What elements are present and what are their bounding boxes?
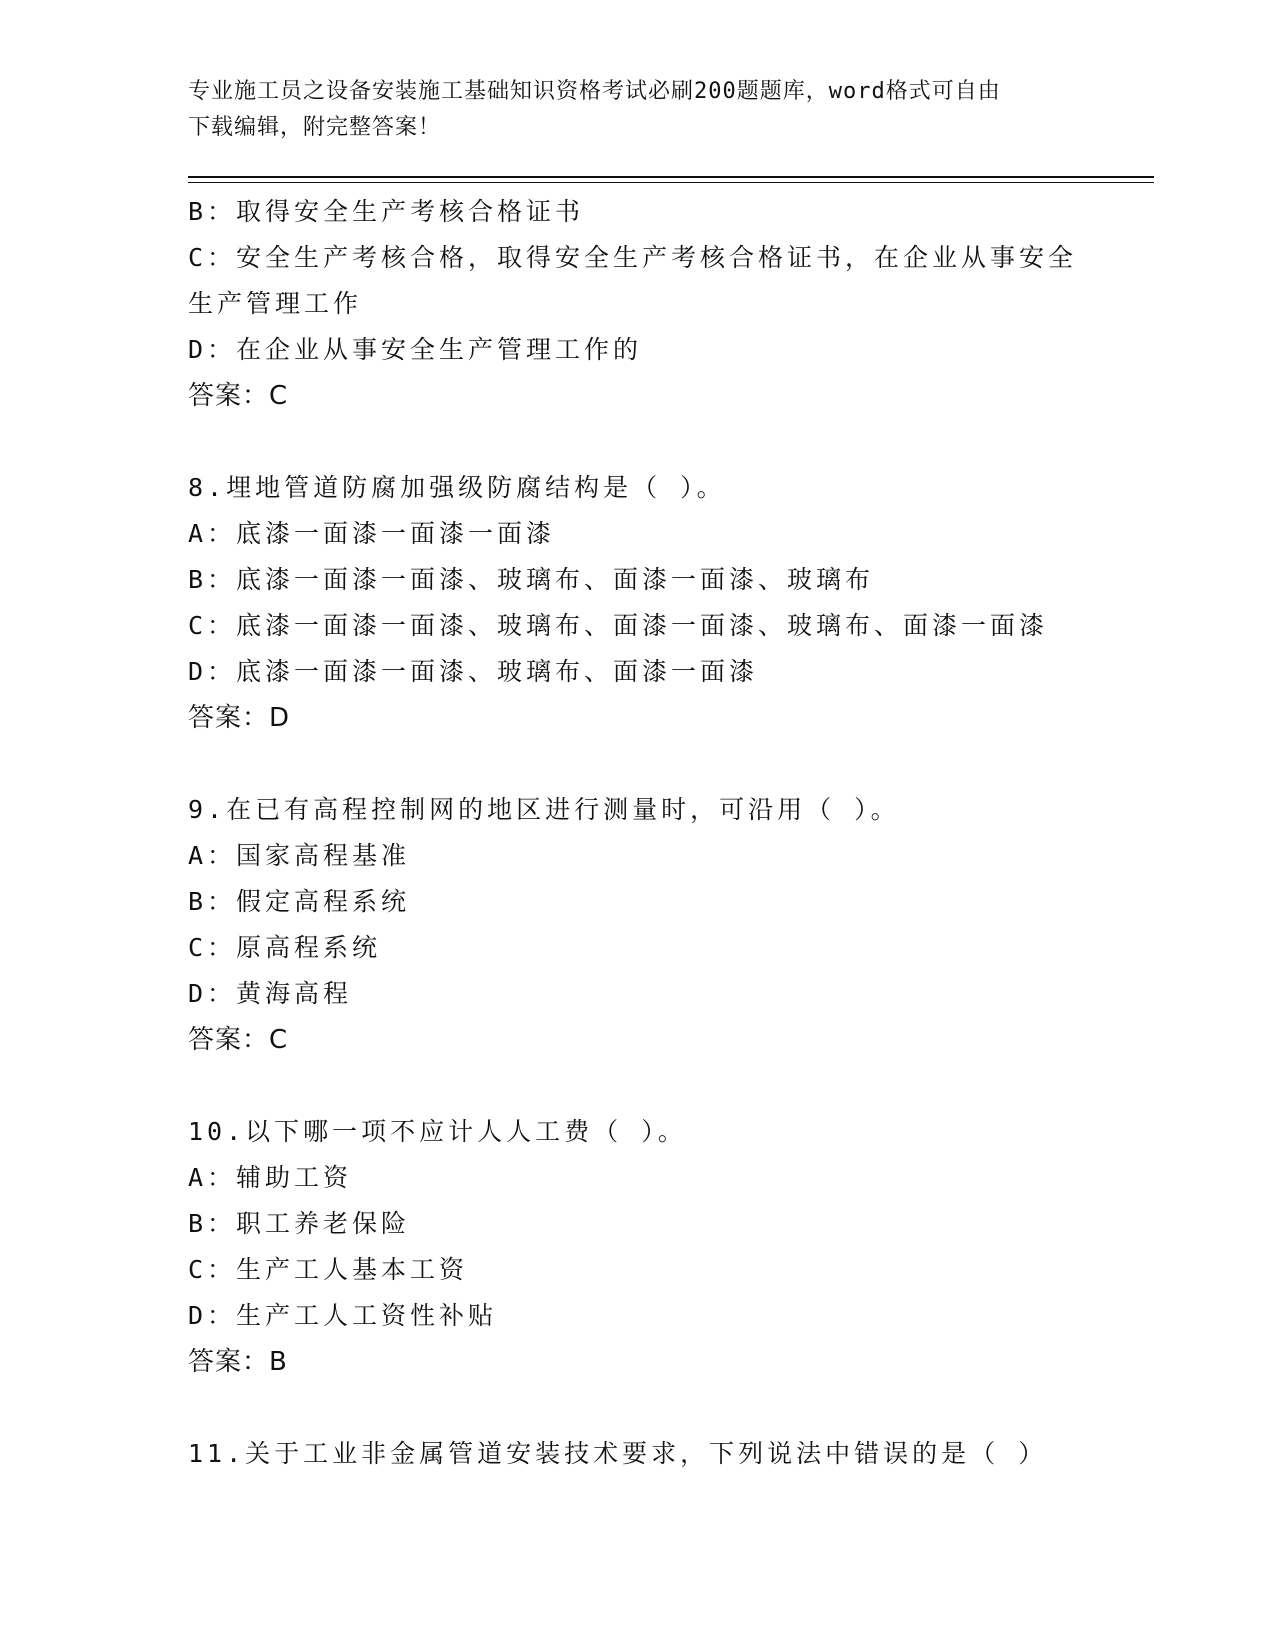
question-stem: 10.以下哪一项不应计人人工费（ ）。 [188,1117,687,1146]
option-d: D：底漆一面漆一面漆、玻璃布、面漆一面漆 [188,657,759,686]
question-stem: 8.埋地管道防腐加强级防腐结构是（ ）。 [188,473,726,502]
spacer [188,741,1088,787]
option-a: A：国家高程基准 [188,841,411,870]
option-c: C：底漆一面漆一面漆、玻璃布、面漆一面漆、玻璃布、面漆一面漆 [188,611,1049,640]
option-a: A：辅助工资 [188,1163,353,1192]
header-line-1: 专业施工员之设备安装施工基础知识资格考试必刷200题题库，word格式可自由 [188,79,1001,104]
spacer [188,1063,1088,1109]
header-divider-thick [188,176,1154,178]
answer: 答案：C [188,381,289,411]
question-7-continuation [188,189,1088,419]
option-c: C：原高程系统 [188,933,382,962]
answer: 答案：B [188,1347,288,1377]
option-c-continued: 生产管理工作 [188,289,363,318]
spacer [188,1385,1088,1431]
option-b: B：假定高程系统 [188,887,411,916]
option-c: C：安全生产考核合格，取得安全生产考核合格证书，在企业从事安全 [188,243,1078,272]
option-d: D：在企业从事安全生产管理工作的 [188,335,643,364]
question-9 [188,787,1088,1063]
question-content [188,189,1088,1477]
option-d: D：生产工人工资性补贴 [188,1301,498,1330]
option-a: A：底漆一面漆一面漆一面漆 [188,519,556,548]
spacer [188,419,1088,465]
option-b: B：底漆一面漆一面漆、玻璃布、面漆一面漆、玻璃布 [188,565,875,594]
answer: 答案：C [188,1025,289,1055]
document-header [188,74,1068,146]
option-b: B：职工养老保险 [188,1209,411,1238]
header-divider-thin [188,182,1154,183]
question-stem: 11.关于工业非金属管道安装技术要求，下列说法中错误的是（ ） [188,1439,1048,1468]
question-10 [188,1109,1088,1385]
option-c: C：生产工人基本工资 [188,1255,469,1284]
option-b: B：取得安全生产考核合格证书 [188,197,585,226]
question-11 [188,1431,1088,1477]
question-8 [188,465,1088,741]
answer: 答案：D [188,703,291,733]
header-line-2: 下载编辑，附完整答案！ [188,115,442,140]
option-d: D：黄海高程 [188,979,353,1008]
question-stem: 9.在已有高程控制网的地区进行测量时，可沿用（ ）。 [188,795,900,824]
